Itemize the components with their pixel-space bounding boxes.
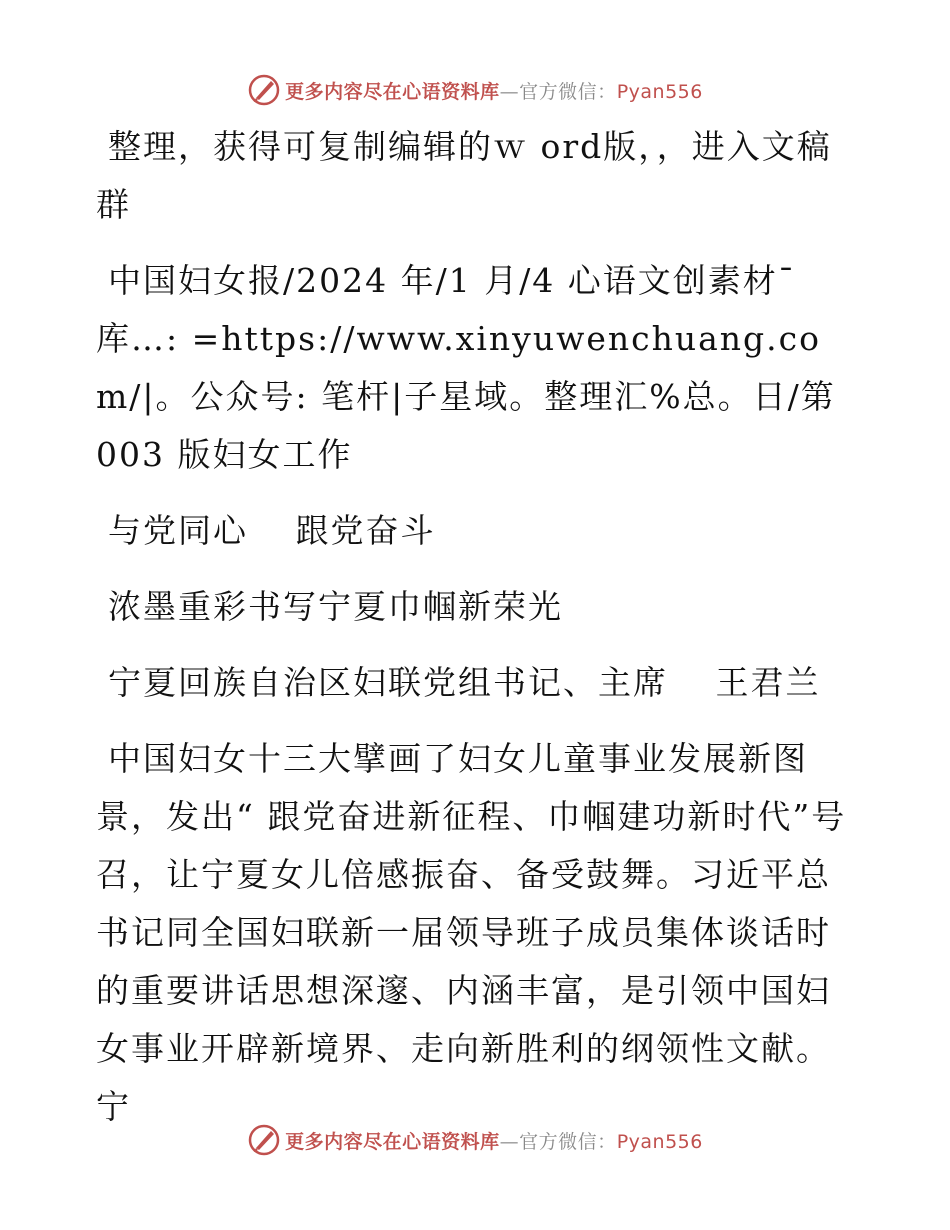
paragraph-intro: 整理，获得可复制编辑的ｗ ord版，，进入文稿群 (96, 127, 832, 224)
paragraph-headline-kicker: 与党同心 跟党奋斗 (108, 511, 436, 550)
header-separator: — (499, 80, 520, 103)
footer-site-text: 更多内容尽在心语资料库 (285, 1130, 500, 1153)
quill-circle-icon (247, 73, 281, 107)
paragraph-body: 中国妇女十三大擘画了妇女儿童事业发展新图景，发出“ 跟党奋进新征程、巾帼建功新时代”号召，让宁夏女儿倍感振奋、备受鼓舞。习近平总书记同全国妇联新一届领导班子成员集体谈话时的重要讲话思想深邃、内涵丰富，是引领中国妇女事业开辟新境界、走向新胜利的纲领性文献。宁 (96, 739, 847, 1126)
footer-wechat-id: Pyan556 (616, 1130, 703, 1153)
footer-banner-text (285, 1127, 703, 1154)
paragraph-author: 宁夏回族自治区妇联党组书记、主席 王君兰 (108, 663, 821, 702)
paragraph-headline: 浓墨重彩书写宁夏巾帼新荣光 (108, 587, 563, 626)
header-banner-text (285, 77, 703, 104)
footer-banner (0, 1118, 950, 1162)
document-body (96, 118, 856, 1154)
header-banner (0, 68, 950, 112)
header-site-text: 更多内容尽在心语资料库 (285, 80, 500, 103)
quill-circle-icon (247, 1123, 281, 1157)
footer-separator: — (499, 1130, 520, 1153)
footer-wechat-label: 官方微信： (519, 1130, 617, 1153)
paragraph-source: 中国妇女报/2024 年/1 月/4 心语文创素材¯库…: =https://www.xinyuwenchuang.com/|。公众号: 笔杆|子星域。整理汇%总。日/第 003 版妇女工作 (96, 261, 836, 474)
header-wechat-label: 官方微信： (519, 80, 617, 103)
header-wechat-id: Pyan556 (616, 80, 703, 103)
